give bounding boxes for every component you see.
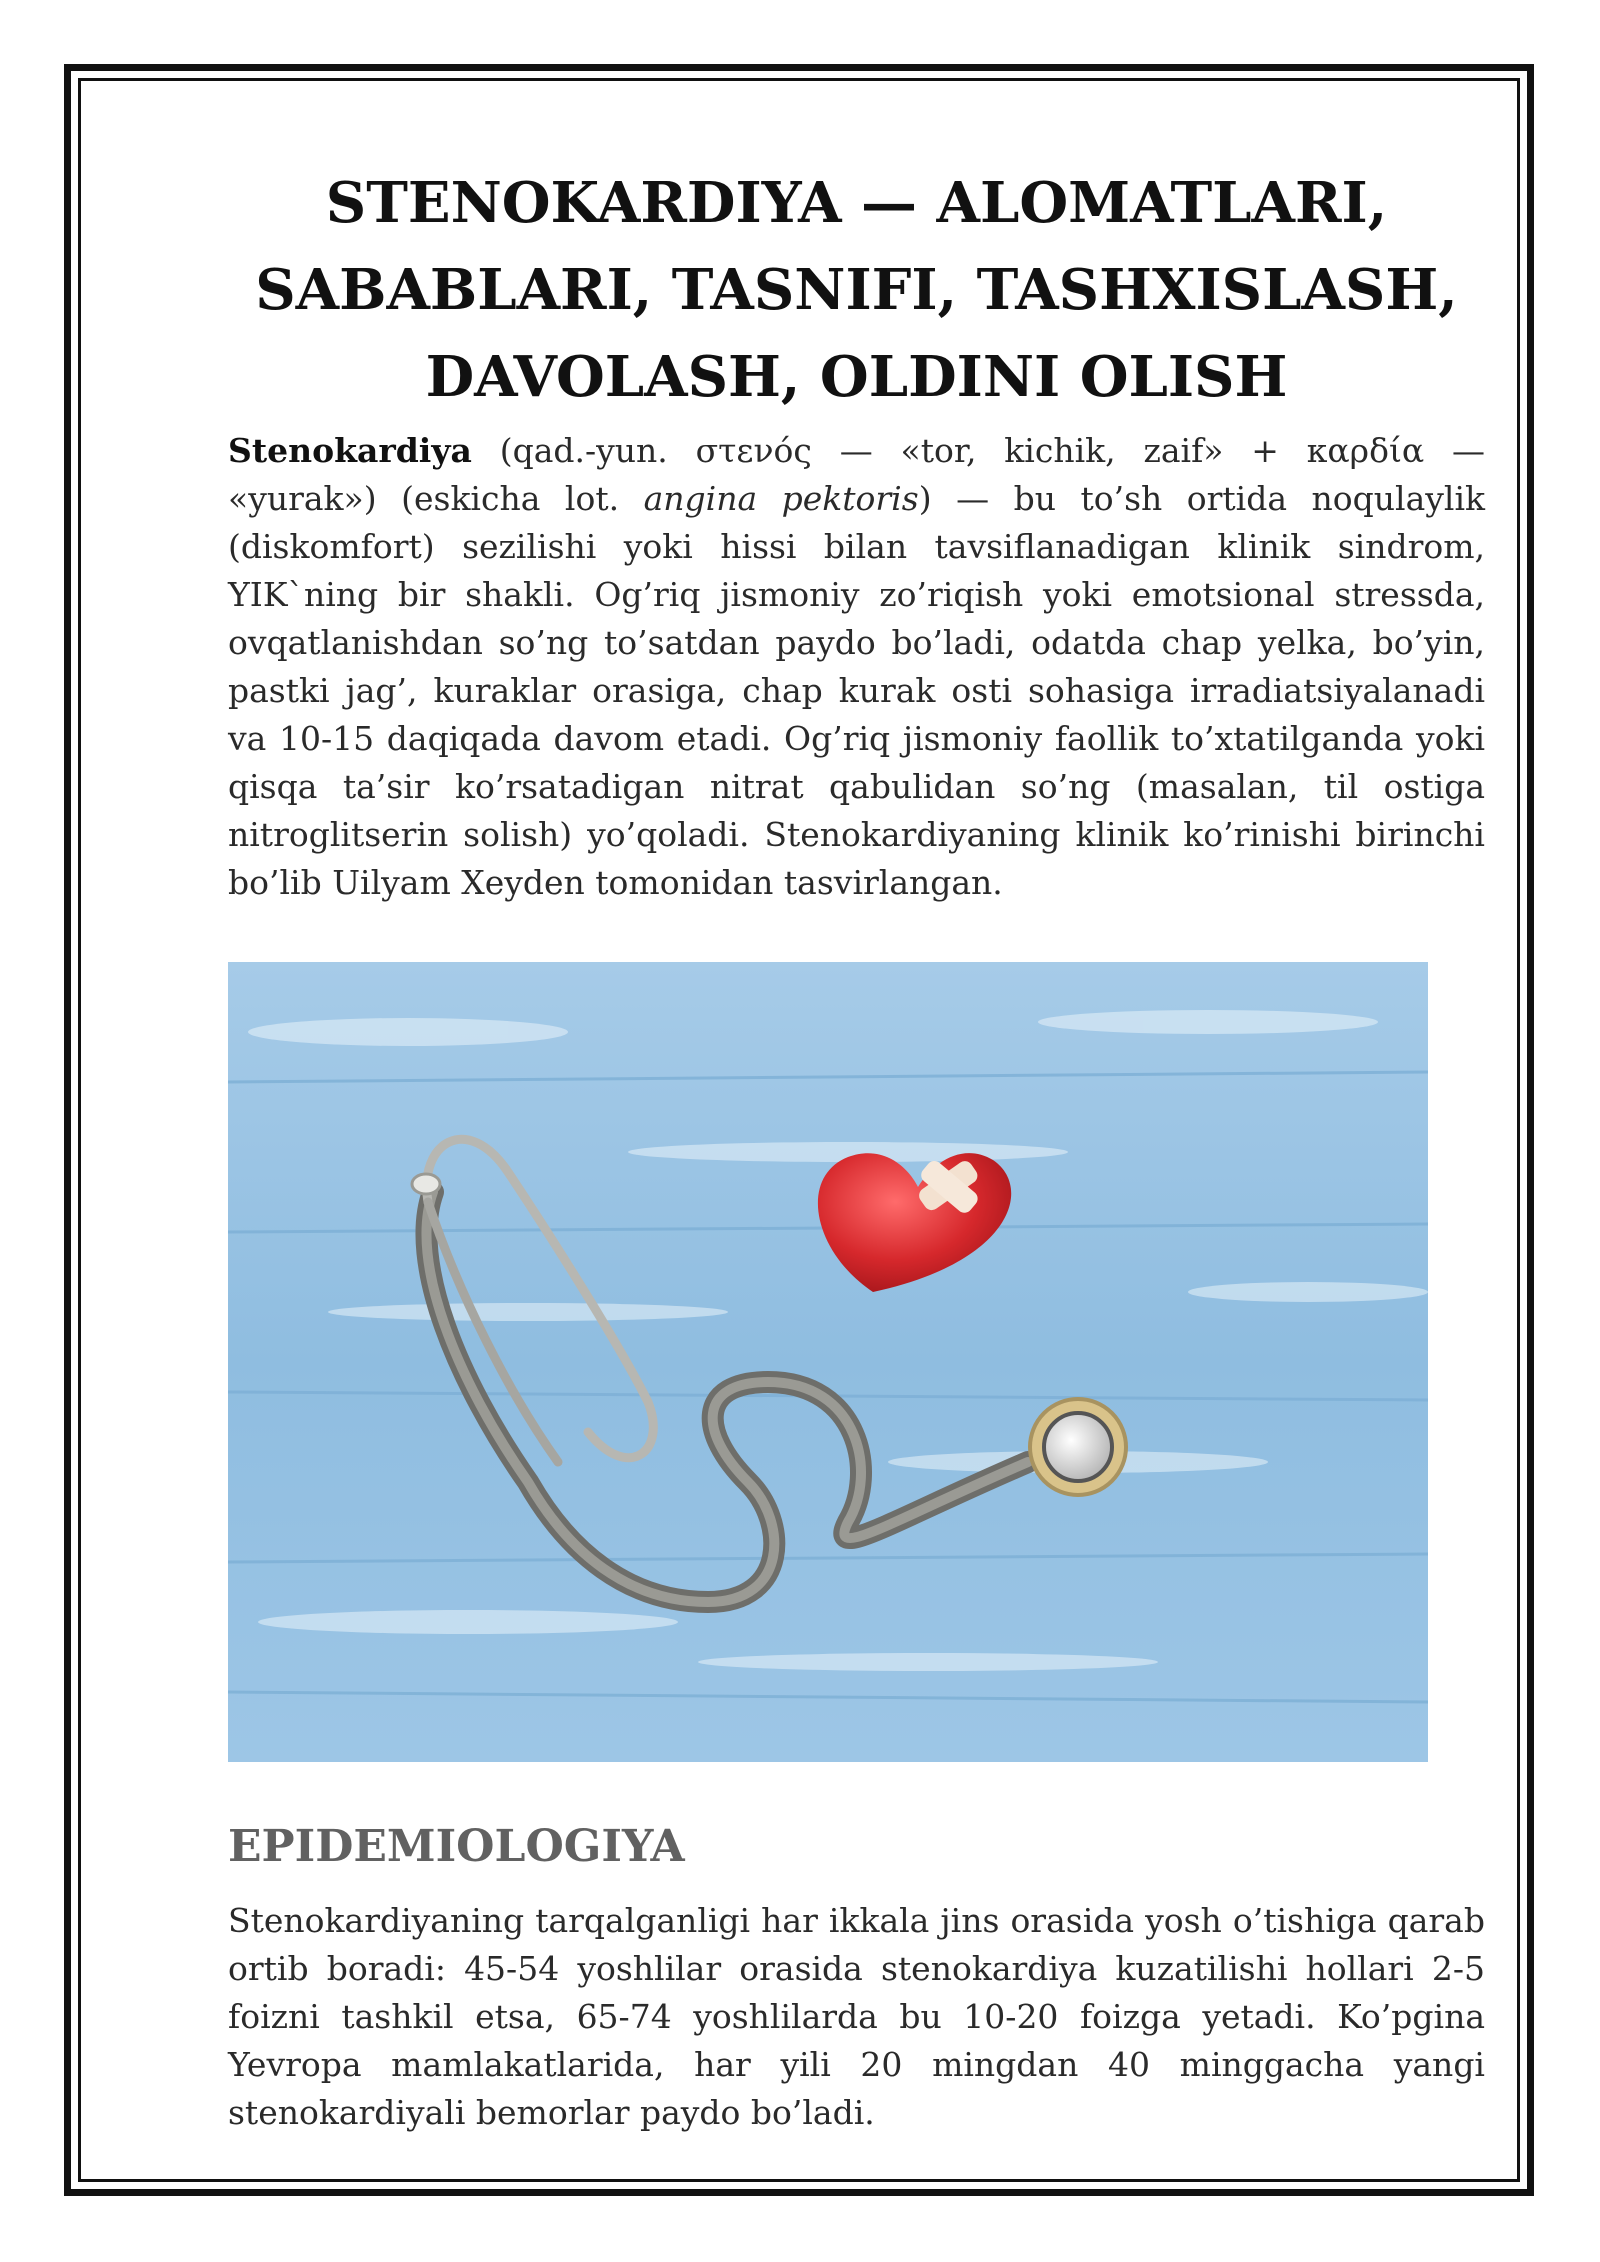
title-line: SABABLARI, TASNIFI, TASHXISLASH,: [255, 257, 1458, 323]
page-title: [228, 160, 1485, 421]
photo-illustration: [228, 962, 1428, 1762]
title-line: STENOKARDIYA — ALOMATLARI,: [325, 170, 1388, 236]
section-paragraph: Stenokardiyaning tarqalganligi har ikkala jins orasida yosh o’tishiga qarab ortib boradi: 45-54 yoshlilar orasida stenokardiya kuzatilishi hollari 2-5 foizni tashkil etsa, 65-74 yoshlilarda bu 10-20 foizga yetadi. Ko’pgina Yevropa mamlakatlarida, har yili 20 mingdan 40 minggacha yangi stenokardiyali bemorlar paydo bo’ladi.: [228, 1901, 1485, 2132]
intro-latin-term: angina pektoris: [643, 479, 919, 518]
intro-term: Stenokardiya: [228, 431, 472, 470]
stethoscope-and-heart-photo: [228, 962, 1428, 1762]
title-line: DAVOLASH, OLDINI OLISH: [425, 344, 1288, 410]
intro-text-start: (qad.-yun. στενός — «tor, kichik, zaif» + καρδία — «yurak») (eskicha lot.: [228, 431, 1485, 518]
section-heading: EPIDEMIOLOGIYA: [228, 1821, 685, 1872]
document-body: [228, 160, 1485, 2137]
intro-paragraph: [228, 427, 1485, 907]
intro-text-end: ) — bu to’sh ortida noqulaylik (diskomfort) sezilishi yoki hissi bilan tavsiflanadigan klinik sindrom, YIK`ning bir shakli. Og’riq jismoniy zo’riqish yoki emotsional stressda, ovqatlanishdan so’ng to’satdan paydo bo’ladi, odatda chap yelka, bo’yin, pastki jag’, kuraklar orasiga, chap kurak osti sohasiga irradiatsiyalanadi va 10-15 daqiqada davom etadi. Og’riq jismoniy faollik to’xtatilganda yoki qisqa ta’sir ko’rsatadigan nitrat qabulidan so’ng (masalan, til ostiga nitroglitserin solish) yo’qoladi. Stenokardiyaning klinik ko’rinishi birinchi bo’lib Uilyam Xeyden tomonidan tasvirlangan.: [228, 479, 1485, 902]
